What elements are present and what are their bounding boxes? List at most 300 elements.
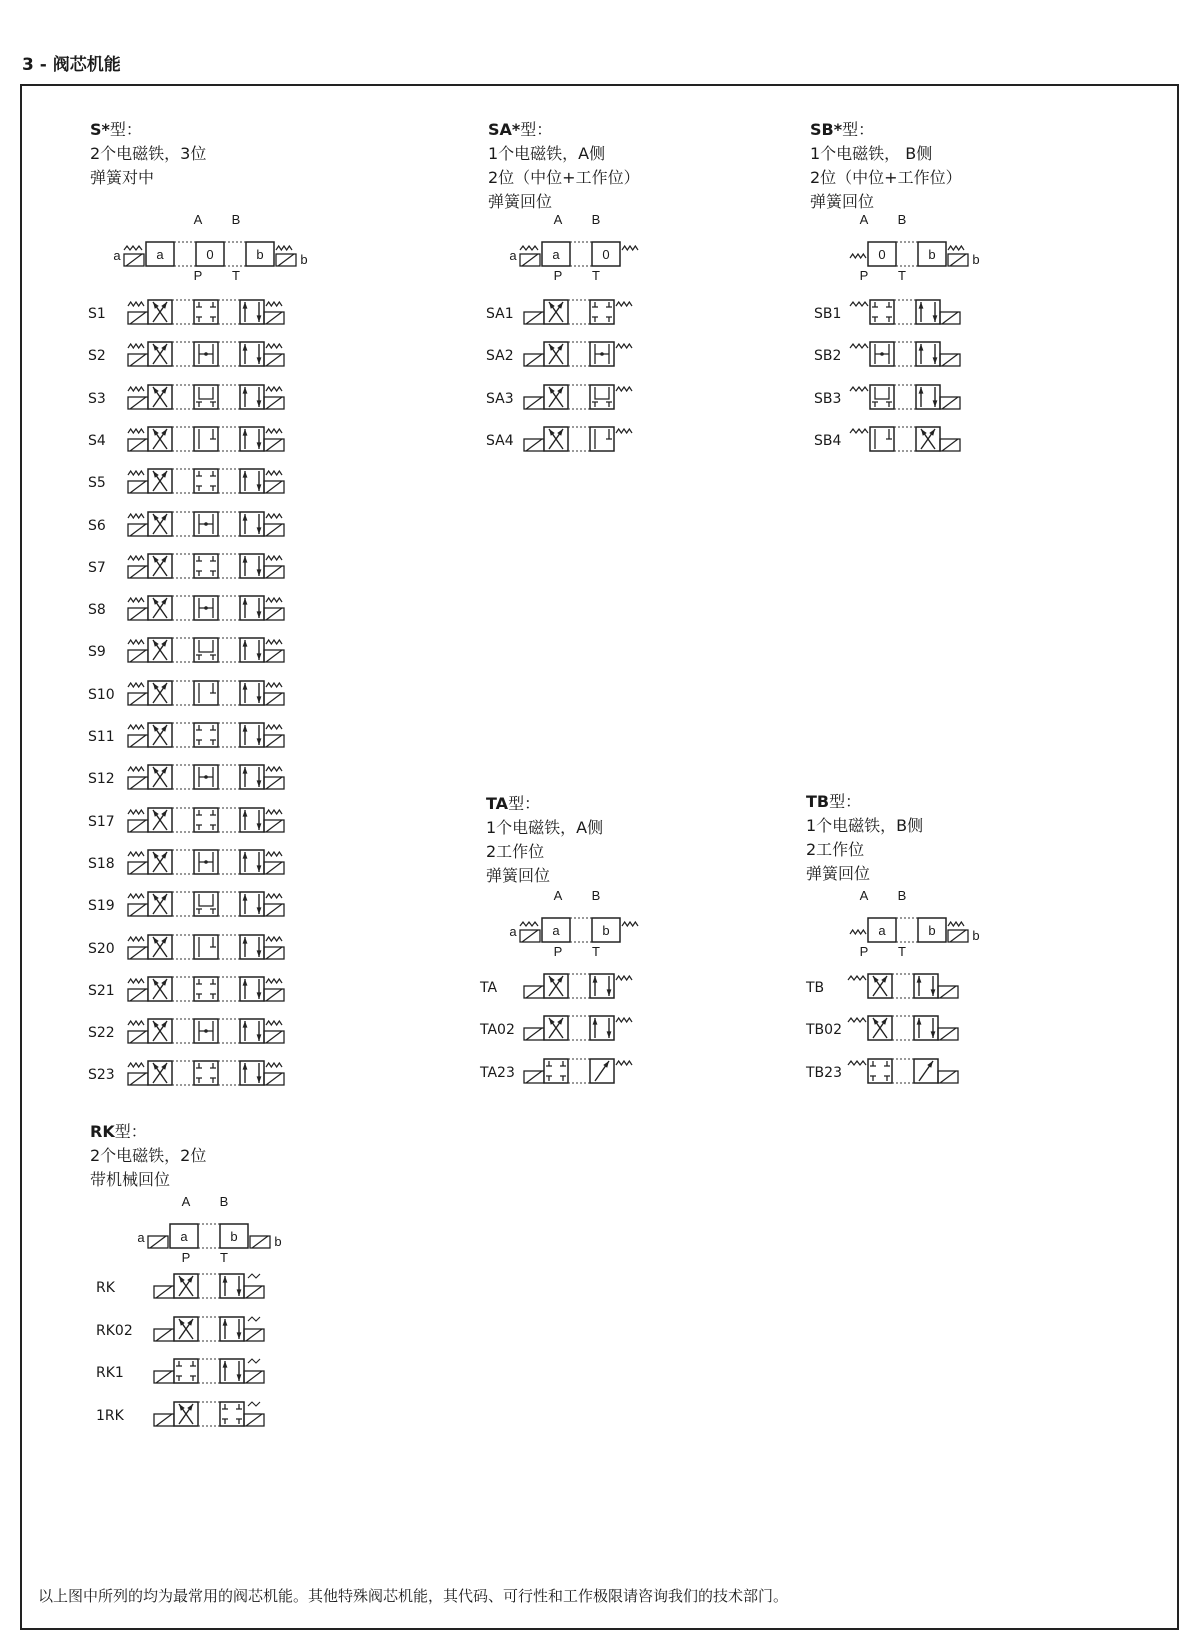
header-symbol-sb: [820, 212, 1040, 288]
envelope-0: [870, 385, 894, 409]
envelope-b: [240, 596, 264, 620]
spring-icon: [616, 302, 632, 306]
spool-row-rk: [96, 1270, 336, 1306]
envelope-0: [194, 977, 218, 1001]
spool-row-s21: [88, 973, 328, 1009]
spool-row-1rk: [96, 1398, 336, 1434]
position-box-label: 0: [878, 247, 886, 262]
group-description-line: 1个电磁铁，A侧: [488, 144, 606, 163]
position-box-label: b: [256, 247, 264, 262]
position-box-label: a: [156, 247, 164, 262]
port-label-t: T: [220, 1250, 228, 1265]
envelope-b: [240, 469, 264, 493]
envelope-0: [194, 1061, 218, 1085]
spool-symbol: [522, 1012, 722, 1048]
header-symbol-s: [112, 212, 332, 288]
spool-symbol: [126, 508, 326, 544]
envelope-a: [148, 892, 172, 916]
spool-row-sb4: [814, 423, 1054, 459]
envelope-a: [148, 385, 172, 409]
group-rk: [90, 1120, 206, 1192]
spool-code-label: S6: [88, 517, 106, 534]
spring-icon: [616, 344, 632, 348]
group-description-line: 弹簧回位: [806, 864, 871, 883]
group-description-line: 弹簧回位: [810, 192, 875, 211]
envelope-0: [194, 808, 218, 832]
position-box-label: b: [602, 923, 610, 938]
spring-icon: [128, 937, 144, 941]
group-title: RK型：: [90, 1122, 147, 1141]
port-label-t: T: [898, 268, 906, 283]
spring-icon: [128, 979, 144, 983]
spool-symbol: [522, 381, 722, 417]
envelope-0: [590, 342, 614, 366]
port-label-b: B: [897, 888, 907, 903]
spool-row-s23: [88, 1057, 328, 1093]
spool-row-s8: [88, 592, 328, 628]
envelope-a: [174, 1317, 198, 1341]
spring-icon: [128, 1021, 144, 1025]
envelope-a: [544, 342, 568, 366]
spring-icon: [616, 1061, 632, 1065]
envelope-b: [240, 723, 264, 747]
spool-symbol: [126, 465, 326, 501]
spring-icon: [848, 1061, 866, 1065]
group-title: SA*型：: [488, 120, 553, 139]
spool-code-label: S17: [88, 813, 115, 830]
envelope-a: [148, 638, 172, 662]
spring-icon: [266, 852, 282, 856]
spool-symbol: [126, 761, 326, 797]
envelope-b: [240, 808, 264, 832]
spring-icon: [128, 852, 144, 856]
spool-code-label: S3: [88, 390, 106, 407]
envelope-b: [240, 554, 264, 578]
envelope-b: [220, 1359, 244, 1383]
spring-icon: [266, 767, 282, 771]
spring-icon: [266, 556, 282, 560]
envelope-b: [914, 1016, 938, 1040]
envelope-a: [174, 1359, 198, 1383]
spring-icon: [520, 246, 538, 250]
spool-row-s5: [88, 465, 328, 501]
spring-icon: [128, 725, 144, 729]
port-label-p: P: [553, 268, 563, 283]
side-label-b: b: [300, 252, 308, 267]
spring-icon: [850, 930, 866, 934]
envelope-b: [914, 1059, 938, 1083]
spring-icon: [948, 246, 964, 250]
group-description-line: 弹簧对中: [90, 168, 155, 187]
envelope-a: [544, 300, 568, 324]
spring-icon: [266, 387, 282, 391]
envelope-a: [148, 554, 172, 578]
spring-icon: [128, 1063, 144, 1067]
spool-symbol: [126, 931, 326, 967]
group-description-line: 2位（中位+工作位）: [810, 168, 962, 187]
envelope-0: [194, 342, 218, 366]
spring-icon: [520, 922, 538, 926]
spool-symbol: [126, 592, 326, 628]
spool-row-s10: [88, 677, 328, 713]
spool-symbol: [126, 719, 326, 755]
port-label-p: P: [193, 268, 203, 283]
spool-row-sa3: [486, 381, 726, 417]
envelope-0: [194, 512, 218, 536]
spring-icon: [266, 683, 282, 687]
envelope-0: [870, 300, 894, 324]
envelope-a: [868, 1059, 892, 1083]
envelope-b: [240, 765, 264, 789]
envelope-0: [194, 1019, 218, 1043]
spring-icon: [266, 937, 282, 941]
spool-code-label: TA02: [480, 1022, 515, 1039]
envelope-0: [870, 342, 894, 366]
spool-symbol: [848, 381, 1048, 417]
spool-symbol: [522, 1055, 722, 1091]
envelope-b: [240, 681, 264, 705]
spool-code-label: RK02: [96, 1322, 133, 1339]
envelope-a: [148, 808, 172, 832]
envelope-a: [148, 977, 172, 1001]
envelope-a: [148, 681, 172, 705]
group-s: [90, 118, 206, 190]
envelope-b: [240, 892, 264, 916]
envelope-b: [590, 1059, 614, 1083]
spool-symbol: [126, 973, 326, 1009]
envelope-0: [194, 300, 218, 324]
spool-row-rk1: [96, 1355, 336, 1391]
spring-icon: [276, 246, 292, 250]
port-label-p: P: [181, 1250, 191, 1265]
envelope-b: [240, 300, 264, 324]
spring-icon: [848, 1018, 866, 1022]
group-title: S*型：: [90, 120, 142, 139]
spool-code-label: S7: [88, 559, 106, 576]
spool-code-label: TA: [480, 980, 498, 996]
spring-icon: [266, 1021, 282, 1025]
envelope-a: [148, 850, 172, 874]
envelope-b: [240, 342, 264, 366]
envelope-a: [148, 300, 172, 324]
spring-icon: [850, 429, 868, 433]
spring-icon: [266, 344, 282, 348]
spool-code-label: TB23: [806, 1064, 842, 1081]
spool-symbol: [126, 634, 326, 670]
group-sb: [810, 118, 962, 214]
port-label-a: A: [553, 212, 563, 227]
side-label-a: a: [509, 924, 517, 939]
group-description-line: 带机械回位: [90, 1170, 171, 1189]
envelope-a: [148, 427, 172, 451]
position-box-label: 0: [602, 247, 610, 262]
envelope-0: [194, 765, 218, 789]
envelope-b: [916, 385, 940, 409]
spring-icon: [128, 471, 144, 475]
envelope-0: [194, 892, 218, 916]
header-symbol-ta: [508, 888, 728, 964]
envelope-b: [220, 1317, 244, 1341]
envelope-a: [544, 427, 568, 451]
envelope-b: [914, 974, 938, 998]
spool-row-s3: [88, 381, 328, 417]
spool-symbol: [126, 804, 326, 840]
envelope-0: [194, 935, 218, 959]
spring-icon: [266, 302, 282, 306]
spring-icon: [948, 922, 964, 926]
spring-icon: [128, 767, 144, 771]
detent-icon: [248, 1359, 260, 1363]
envelope-b: [240, 935, 264, 959]
section-title: 3 - 阀芯机能: [22, 55, 121, 75]
spring-icon: [616, 429, 632, 433]
envelope-0: [194, 596, 218, 620]
envelope-b: [590, 974, 614, 998]
envelope-a: [868, 974, 892, 998]
spool-row-s12: [88, 761, 328, 797]
group-description-line: 2工作位: [806, 840, 865, 859]
spool-row-s17: [88, 804, 328, 840]
spring-icon: [850, 254, 866, 258]
spring-icon: [616, 976, 632, 980]
spool-row-ta23: [480, 1055, 720, 1091]
port-label-a: A: [181, 1194, 191, 1209]
spool-symbol: [846, 1055, 1046, 1091]
group-description-line: 1个电磁铁， B侧: [810, 144, 933, 163]
group-title: TA型：: [486, 794, 541, 813]
port-label-a: A: [859, 212, 869, 227]
spool-row-ta02: [480, 1012, 720, 1048]
group-description-line: 1个电磁铁，A侧: [486, 818, 604, 837]
envelope-b: [590, 1016, 614, 1040]
envelope-0: [590, 300, 614, 324]
spring-icon: [266, 640, 282, 644]
envelope-b: [240, 850, 264, 874]
spool-row-s2: [88, 338, 328, 374]
spool-row-s9: [88, 634, 328, 670]
group-description-line: 2位（中位+工作位）: [488, 168, 640, 187]
port-label-b: B: [591, 212, 601, 227]
spool-symbol: [126, 423, 326, 459]
envelope-a: [544, 974, 568, 998]
spool-code-label: TB02: [806, 1022, 842, 1039]
position-box-label: a: [552, 247, 560, 262]
spool-code-label: S11: [88, 729, 115, 745]
spring-icon: [124, 246, 142, 250]
port-label-t: T: [592, 944, 600, 959]
spool-row-s18: [88, 846, 328, 882]
spool-code-label: S23: [88, 1067, 115, 1084]
spool-symbol: [126, 381, 326, 417]
spring-icon: [128, 302, 144, 306]
port-label-p: P: [553, 944, 563, 959]
spring-icon: [850, 302, 868, 306]
port-label-b: B: [897, 212, 907, 227]
spring-icon: [850, 344, 868, 348]
spool-symbol: [126, 296, 326, 332]
group-description-line: 弹簧回位: [486, 866, 551, 885]
spool-code-label: S9: [88, 644, 106, 661]
spool-row-sb2: [814, 338, 1054, 374]
port-label-b: B: [231, 212, 241, 227]
position-box-label: a: [552, 923, 560, 938]
spool-symbol: [126, 677, 326, 713]
envelope-a: [148, 723, 172, 747]
group-description-line: 2工作位: [486, 842, 545, 861]
position-box-label: b: [230, 1229, 238, 1244]
spool-symbol: [848, 338, 1048, 374]
spool-symbol: [522, 338, 722, 374]
port-label-a: A: [859, 888, 869, 903]
envelope-0: [590, 385, 614, 409]
header-symbol-tb: [820, 888, 1040, 964]
port-label-a: A: [193, 212, 203, 227]
group-ta: [486, 792, 603, 888]
envelope-b: [220, 1402, 244, 1426]
spool-code-label: SB3: [814, 390, 842, 407]
side-label-b: b: [274, 1234, 282, 1249]
spool-code-label: S19: [88, 898, 115, 915]
spring-icon: [128, 894, 144, 898]
spool-code-label: S2: [88, 348, 106, 365]
spring-icon: [128, 514, 144, 518]
envelope-b: [220, 1274, 244, 1298]
envelope-b: [916, 300, 940, 324]
spool-code-label: S12: [88, 771, 115, 788]
envelope-b: [240, 1061, 264, 1085]
spool-code-label: SB1: [814, 306, 842, 322]
envelope-a: [148, 512, 172, 536]
envelope-a: [868, 1016, 892, 1040]
spool-code-label: S18: [88, 855, 115, 872]
envelope-a: [148, 1019, 172, 1043]
envelope-0: [194, 469, 218, 493]
spool-code-label: SB2: [814, 348, 842, 365]
spool-code-label: S20: [88, 940, 115, 957]
spool-row-sa4: [486, 423, 726, 459]
side-label-b: b: [972, 252, 980, 267]
spring-icon: [850, 387, 868, 391]
spring-icon: [266, 429, 282, 433]
group-title: TB型：: [806, 792, 862, 811]
port-label-a: A: [553, 888, 563, 903]
spool-symbol: [126, 1015, 326, 1051]
position-box-label: a: [180, 1229, 188, 1244]
spool-code-label: 1RK: [96, 1407, 124, 1424]
spool-symbol: [126, 888, 326, 924]
spring-icon: [616, 387, 632, 391]
spool-symbol: [846, 1012, 1046, 1048]
group-description-line: 1个电磁铁，B侧: [806, 816, 924, 835]
envelope-b: [240, 427, 264, 451]
envelope-b: [240, 638, 264, 662]
spool-row-sa1: [486, 296, 726, 332]
spool-code-label: RK: [96, 1280, 115, 1296]
detent-icon: [248, 1317, 260, 1321]
spool-symbol: [152, 1270, 352, 1306]
spool-row-s11: [88, 719, 328, 755]
spool-row-s6: [88, 508, 328, 544]
envelope-a: [148, 1061, 172, 1085]
spool-code-label: SB4: [814, 432, 842, 449]
envelope-b: [916, 342, 940, 366]
spool-code-label: TB: [806, 980, 825, 996]
envelope-0: [194, 427, 218, 451]
spool-code-label: S22: [88, 1025, 115, 1042]
group-description-line: 2个电磁铁，3位: [90, 144, 207, 163]
spring-icon: [622, 246, 638, 250]
side-label-a: a: [137, 1230, 145, 1245]
envelope-b: [240, 1019, 264, 1043]
envelope-a: [544, 1059, 568, 1083]
spring-icon: [266, 514, 282, 518]
envelope-b: [240, 977, 264, 1001]
port-label-t: T: [232, 268, 240, 283]
envelope-0: [590, 427, 614, 451]
envelope-a: [148, 935, 172, 959]
spool-code-label: SA1: [486, 306, 514, 322]
port-label-t: T: [898, 944, 906, 959]
spring-icon: [266, 598, 282, 602]
envelope-a: [174, 1402, 198, 1426]
envelope-a: [544, 385, 568, 409]
spool-row-s1: [88, 296, 328, 332]
spool-row-s4: [88, 423, 328, 459]
envelope-a: [148, 469, 172, 493]
spring-icon: [622, 922, 638, 926]
spring-icon: [266, 725, 282, 729]
detent-icon: [248, 1274, 260, 1278]
envelope-a: [174, 1274, 198, 1298]
spool-symbol: [846, 970, 1046, 1006]
spool-code-label: SA2: [486, 348, 514, 365]
spool-code-label: S4: [88, 432, 106, 449]
envelope-0: [194, 385, 218, 409]
envelope-0: [194, 638, 218, 662]
spool-code-label: SA4: [486, 432, 514, 449]
port-label-t: T: [592, 268, 600, 283]
detent-icon: [248, 1402, 260, 1406]
spring-icon: [128, 810, 144, 814]
spring-icon: [266, 471, 282, 475]
position-box-label: b: [928, 247, 936, 262]
spool-row-s20: [88, 931, 328, 967]
spool-code-label: S1: [88, 306, 106, 322]
envelope-0: [194, 554, 218, 578]
footnote: 以上图中所列的均为最常用的阀芯机能。其他特殊阀芯机能，其代码、可行性和工作极限请咨询我们的技术部门。: [38, 1587, 789, 1605]
port-label-p: P: [859, 944, 869, 959]
side-label-a: a: [113, 248, 121, 263]
group-sa: [488, 118, 640, 214]
spool-symbol: [848, 423, 1048, 459]
spool-symbol: [848, 296, 1048, 332]
spool-row-sa2: [486, 338, 726, 374]
spring-icon: [128, 387, 144, 391]
envelope-a: [544, 1016, 568, 1040]
envelope-0: [870, 427, 894, 451]
spool-row-tb23: [806, 1055, 1046, 1091]
position-box-label: 0: [206, 247, 214, 262]
spring-icon: [128, 640, 144, 644]
spool-row-rk02: [96, 1313, 336, 1349]
spring-icon: [266, 979, 282, 983]
spool-code-label: S10: [88, 686, 115, 703]
spool-symbol: [522, 423, 722, 459]
spool-row-s19: [88, 888, 328, 924]
envelope-b: [916, 427, 940, 451]
spool-row-sb1: [814, 296, 1054, 332]
group-description-line: 2个电磁铁，2位: [90, 1146, 207, 1165]
